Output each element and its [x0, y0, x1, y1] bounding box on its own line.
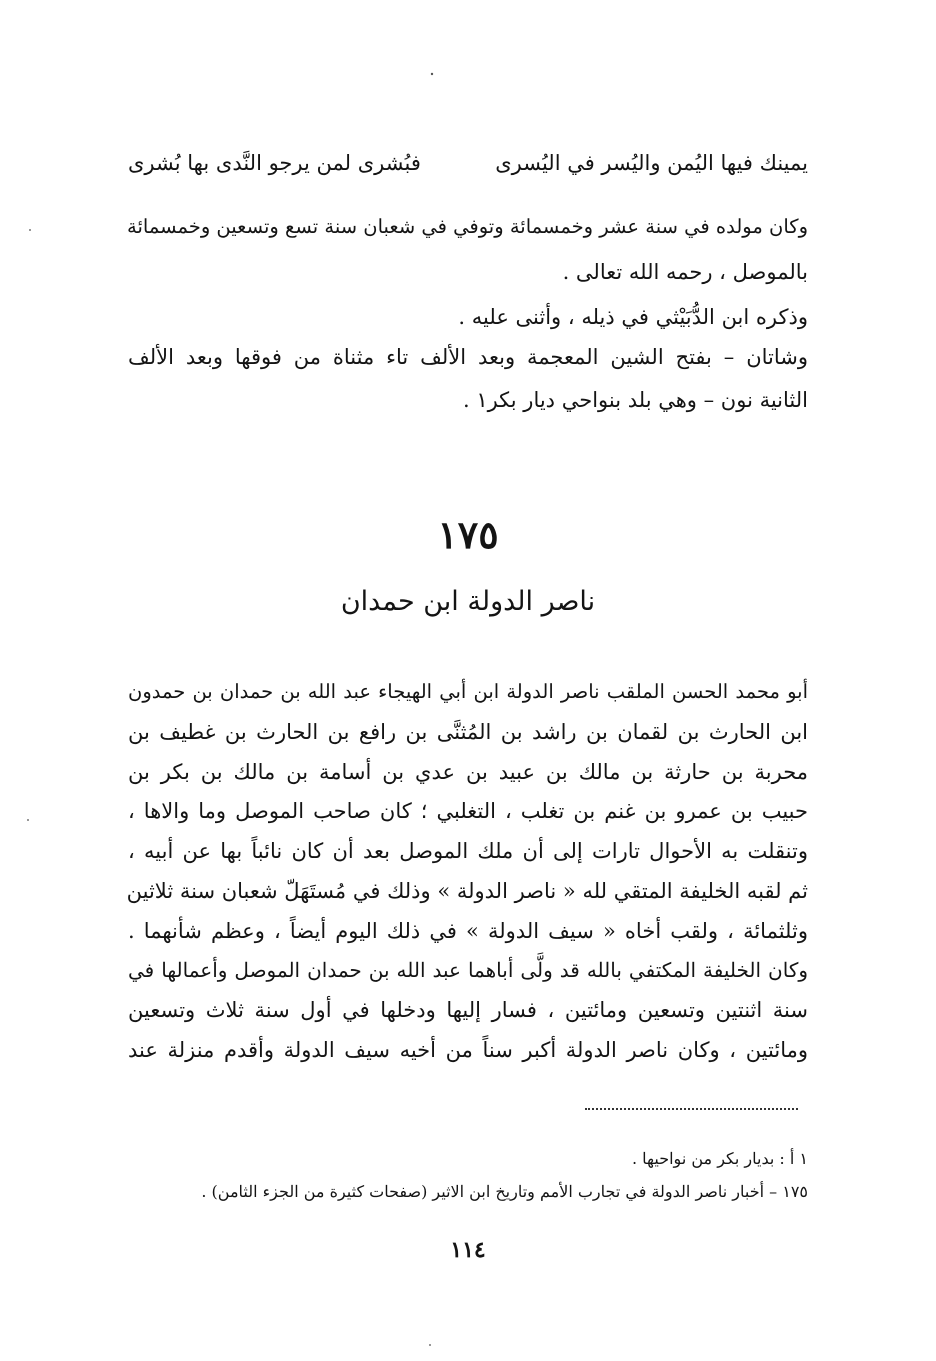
para3-line-1: وشاتان – بفتح الشين المعجمة وبعد الألف تاء مثناة من فوقها وبعد الألف: [128, 345, 808, 369]
para1-line-1: وكان مولده في سنة عشر وخمسمائة وتوفي في شعبان سنة تسع وتسعين وخمسمائة: [127, 215, 808, 238]
page-number: ١١٤: [450, 1237, 486, 1263]
body-line-8: وكان الخليفة المكتفي بالله قد ولَّى أباهما عبد الله بن حمدان الموصل وأعمالها في: [128, 958, 808, 982]
footnote-1: ١ أ : بديار بكر من نواحيها .: [631, 1149, 808, 1168]
body-line-6: ثم لقبه الخليفة المتقي لله « ناصر الدولة » وذلك في مُستَهَلّ شعبان سنة ثلاثين: [126, 879, 808, 903]
para1-line-2: بالموصل ، رحمه الله تعالى .: [562, 260, 808, 284]
verse-first-hemistich: يمينك فيها اليُمن واليُسر في اليُسرى: [495, 151, 808, 175]
body-line-10: ومائتين ، وكان ناصر الدولة أكبر سناً من أخيه سيف الدولة وأقدم منزلة عند: [128, 1038, 808, 1062]
para3-line-2: الثانية نون – وهي بلد بنواحي ديار بكر١ .: [462, 388, 808, 412]
body-line-2: ابن الحارث بن لقمان بن راشد بن المُثنَّى بن رافع بن الحارث بن غطيف بن: [128, 720, 808, 744]
footnote-2: ١٧٥ – أخبار ناصر الدولة في تجارب الأمم وتاريخ ابن الاثير (صفحات كثيرة من الجزء الثامن) .: [201, 1182, 808, 1201]
body-line-5: وتنقلت به الأحوال تارات إلى أن ملك الموصل بعد أن كان نائباً بها عن أبيه ،: [128, 839, 808, 863]
poem-verse: [128, 146, 808, 180]
body-line-4: حبيب بن عمرو بن غنم بن تغلب ، التغلبي ؛ كان صاحب الموصل وما والاها ،: [128, 799, 808, 823]
footnote-divider: [585, 1108, 798, 1110]
entry-number: ١٧٥: [437, 512, 499, 557]
body-line-3: محربة بن حارثة بن مالك بن عبيد بن عدي بن أسامة بن مالك بن بكر بن: [128, 760, 808, 784]
verse-second-hemistich: فبُشرى لمن يرجو النَّدى بها بُشرى: [128, 151, 421, 175]
entry-title: ناصر الدولة ابن حمدان: [340, 586, 596, 617]
body-line-7: وثلثمائة ، ولقب أخاه « سيف الدولة » في ذلك اليوم أيضاً ، وعظم شأنهما .: [128, 919, 808, 943]
body-line-1: أبو محمد الحسن الملقب ناصر الدولة ابن أبي الهيجاء عبد الله بن حمدان بن حمدون: [128, 680, 808, 703]
para2-line-1: وذكره ابن الدُّبَيْثي في ذيله ، وأثنى عليه .: [458, 305, 808, 329]
body-line-9: سنة اثنتين وتسعين ومائتين ، فسار إليها ودخلها في أول سنة ثلاث وتسعين: [128, 998, 808, 1022]
